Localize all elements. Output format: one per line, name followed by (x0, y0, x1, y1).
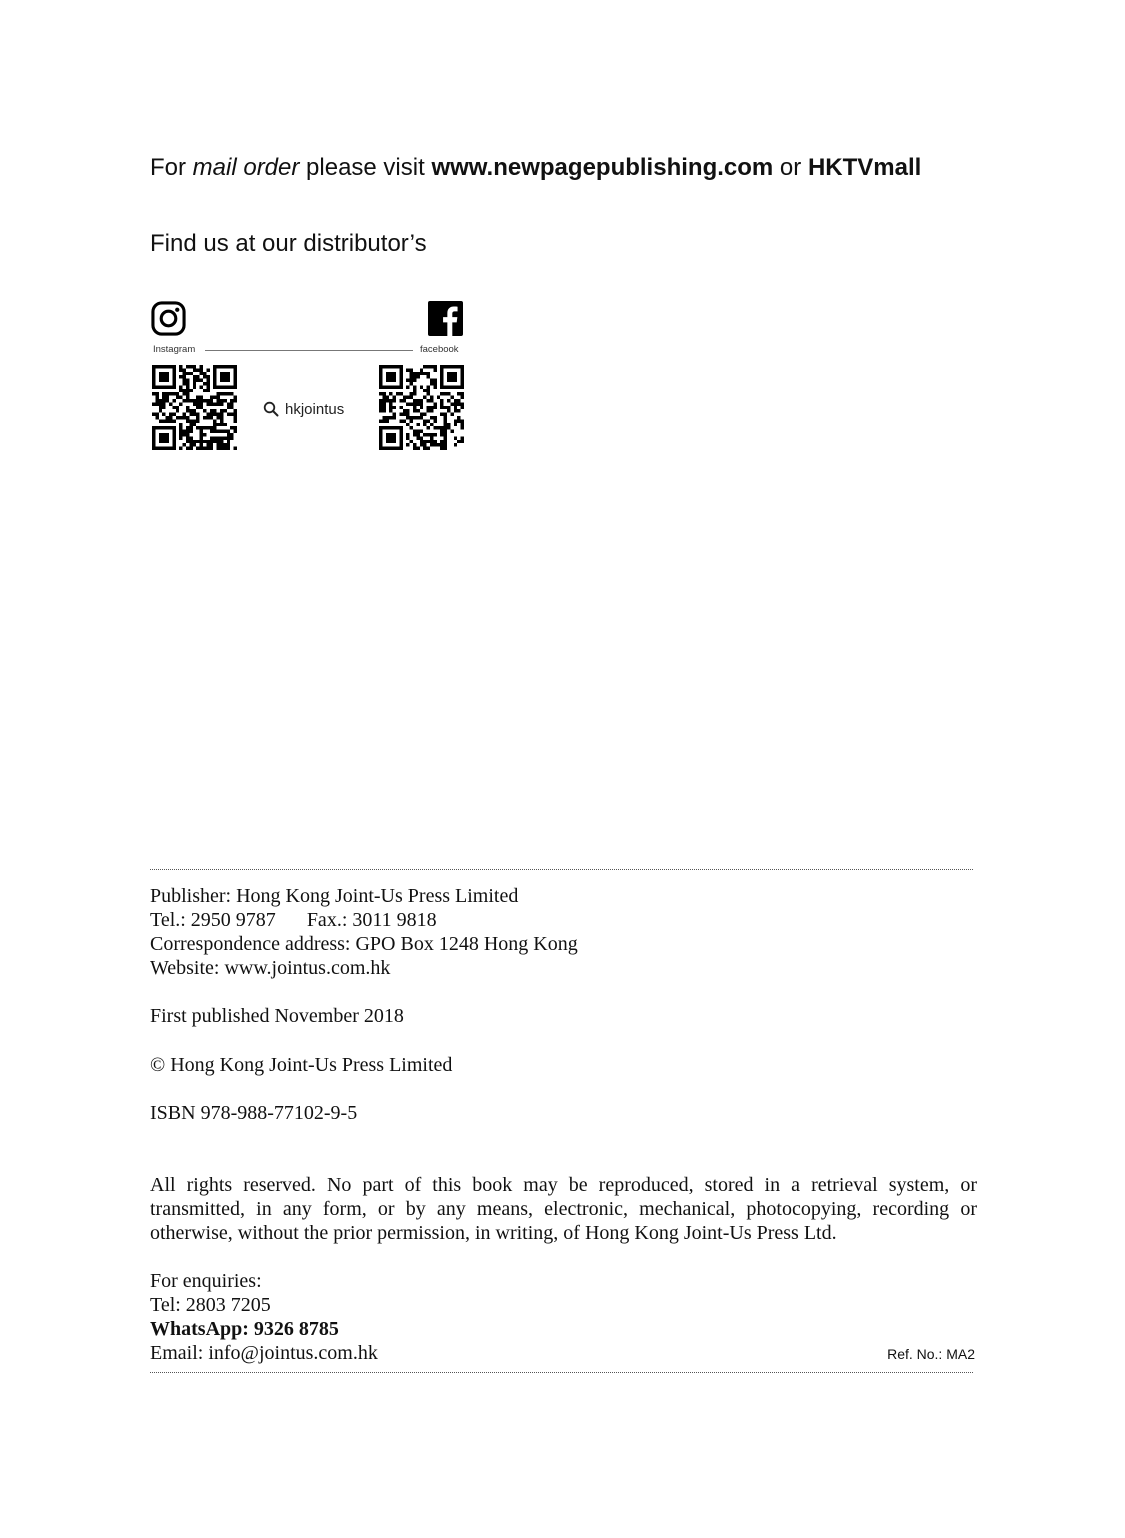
enquiries-tel: Tel: 2803 7205 (150, 1294, 271, 1316)
isbn-line: ISBN 978-988-77102-9-5 (150, 1102, 358, 1124)
distributor-heading: Find us at our distributor’s (150, 230, 427, 257)
instagram-label: Instagram (153, 344, 196, 355)
bottom-dotted-divider (150, 1372, 973, 1373)
instagram-qr-code[interactable] (152, 365, 237, 450)
publisher-fax: Fax.: 3011 9818 (306, 909, 437, 931)
search-icon (263, 401, 279, 417)
reference-number: Ref. No.: MA2 (887, 1346, 975, 1362)
instagram-icon[interactable] (151, 301, 186, 336)
facebook-label: facebook (420, 344, 459, 355)
connector-line (205, 350, 413, 351)
rights-paragraph: All rights reserved. No part of this book may be reproduced, stored in a retrieval system, or transmitted, in any form, or by any means, electronic, mechanical, photocopying, recording or otherwise, without the prior permission, in writing, of Hong Kong Joint-Us Press Ltd. (150, 1174, 977, 1244)
facebook-icon[interactable] (428, 301, 463, 336)
top-dotted-divider (150, 869, 973, 870)
mail-order-emphasis: mail order (192, 154, 300, 181)
mail-order-line (150, 154, 921, 182)
publisher-tel: Tel.: 2950 9787 (150, 909, 276, 931)
enquiries-email[interactable]: Email: info@jointus.com.hk (150, 1342, 378, 1364)
mail-order-prefix: For (150, 154, 193, 181)
copyright-line: © Hong Kong Joint-Us Press Limited (150, 1054, 453, 1076)
enquiries-heading: For enquiries: (150, 1270, 262, 1292)
mail-order-or: or (773, 154, 808, 181)
first-published: First published November 2018 (150, 1005, 404, 1027)
newpage-website-link[interactable]: www.newpagepublishing.com (431, 154, 774, 181)
publisher-website[interactable]: Website: www.jointus.com.hk (150, 957, 391, 979)
publisher-address: Correspondence address: GPO Box 1248 Hong Kong (150, 933, 578, 955)
enquiries-whatsapp: WhatsApp: 9326 8785 (150, 1318, 339, 1340)
social-block (150, 298, 466, 450)
hktvmall-link[interactable]: HKTVmall (807, 154, 922, 181)
search-handle (263, 399, 344, 419)
search-handle-text: hkjointus (285, 400, 345, 418)
publisher-name: Publisher: Hong Kong Joint-Us Press Limited (150, 885, 519, 907)
publisher-tel-fax (150, 908, 437, 932)
facebook-qr-code[interactable] (379, 365, 464, 450)
mail-order-middle: please visit (299, 154, 432, 181)
